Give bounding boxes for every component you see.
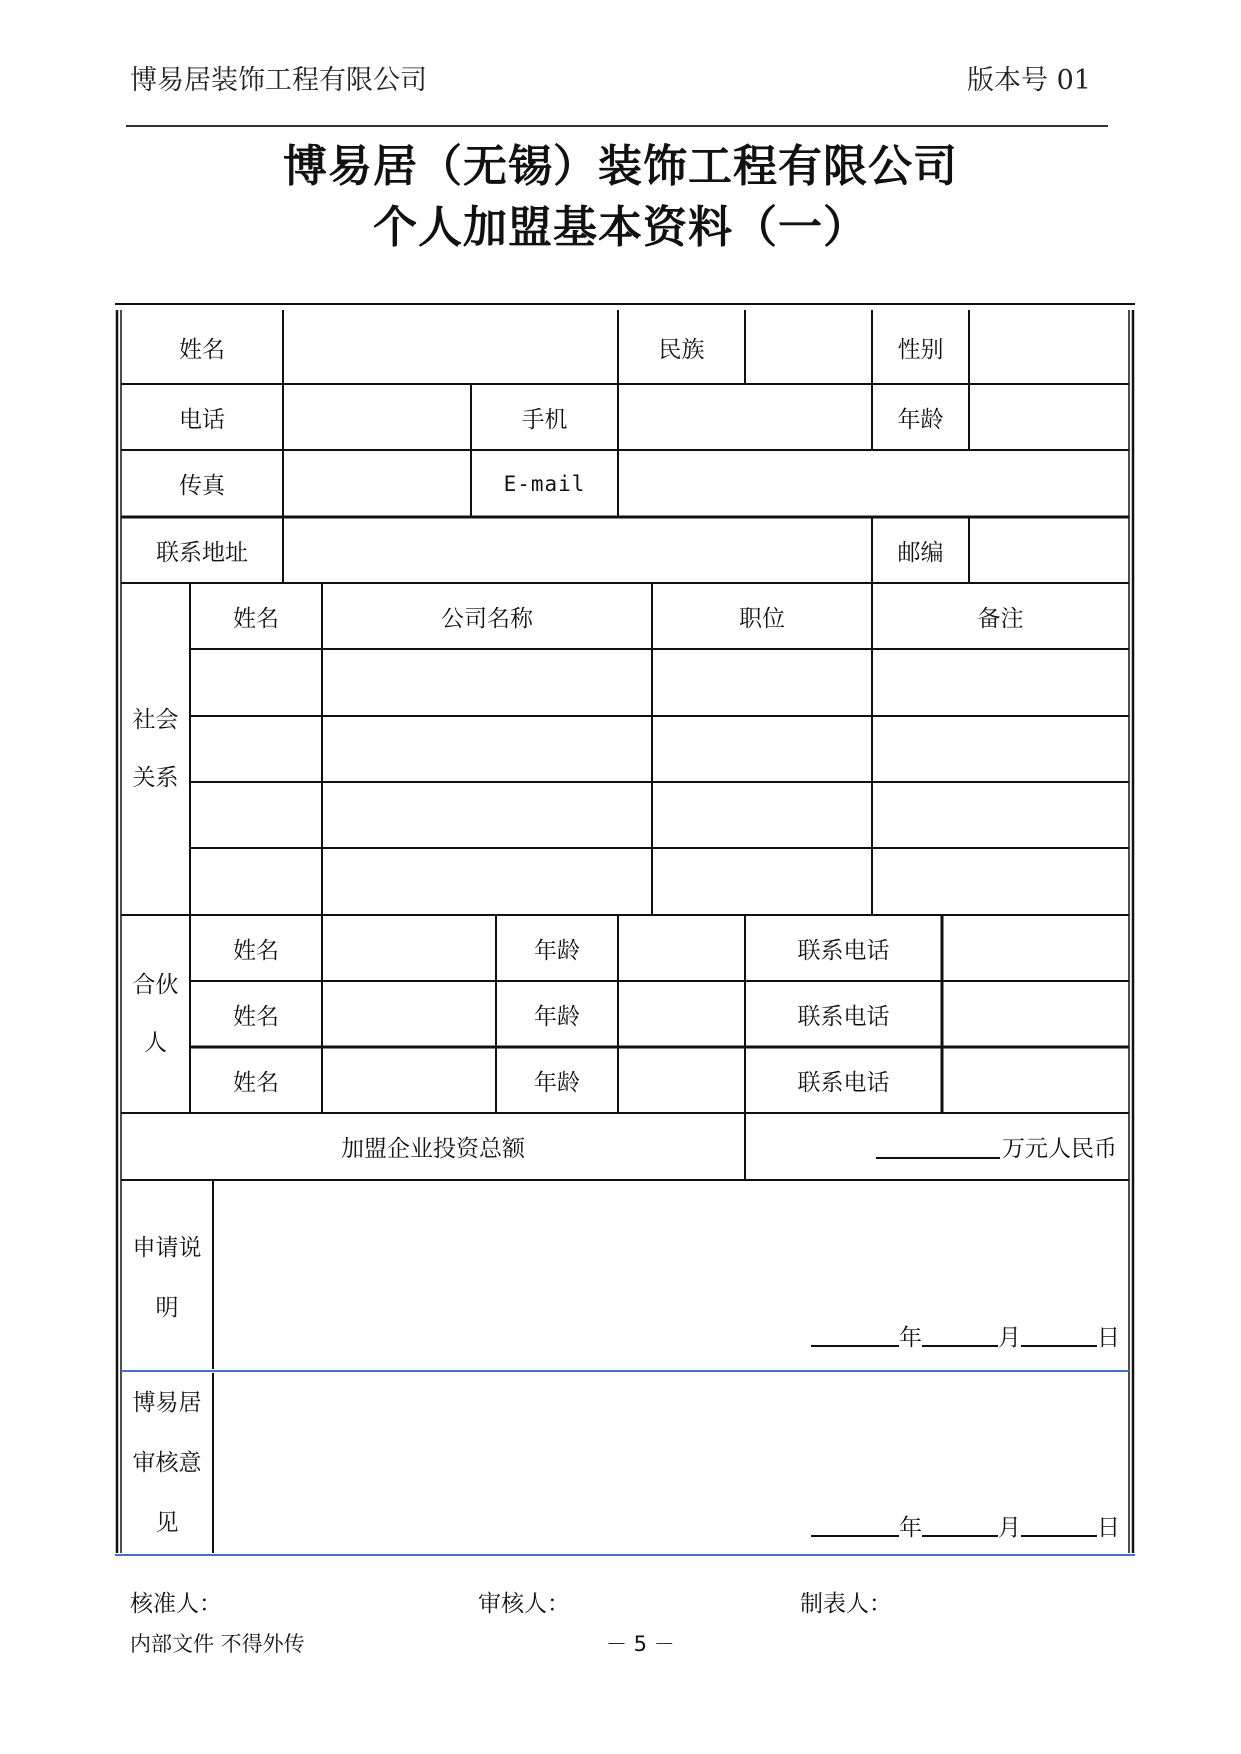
partner-group-line1: 合伙 — [132, 972, 179, 998]
partner-2-age-field[interactable] — [618, 981, 745, 1047]
footer-note: 内部文件 不得外传 — [130, 1632, 305, 1656]
label-gender: 性别 — [897, 336, 944, 363]
partner-1-name-field[interactable] — [322, 915, 496, 981]
field-gender[interactable] — [969, 310, 1129, 384]
review-day-blank[interactable] — [1021, 1513, 1097, 1537]
label-postcode: 邮编 — [897, 539, 944, 566]
field-mobile[interactable] — [618, 384, 872, 450]
review-month-blank[interactable] — [922, 1513, 998, 1537]
label-mobile: 手机 — [521, 406, 568, 433]
investment-amount-blank[interactable] — [876, 1135, 1000, 1159]
social-col-note: 备注 — [977, 605, 1024, 632]
label-fax: 传真 — [179, 473, 225, 499]
social-row-3[interactable] — [190, 782, 1129, 848]
application-month-blank[interactable] — [922, 1323, 998, 1347]
partner-3-name-field[interactable] — [322, 1047, 496, 1113]
social-group-label — [121, 583, 190, 915]
partner-1-age-label: 年龄 — [534, 937, 580, 964]
review-label — [121, 1373, 213, 1553]
partner-2-phone-field[interactable] — [942, 981, 1129, 1047]
label-email: E-mail — [503, 471, 586, 496]
partner-3-age-label: 年龄 — [534, 1069, 580, 1096]
approver-label: 核准人： — [130, 1591, 222, 1617]
social-col-position: 职位 — [739, 605, 785, 632]
social-row-2[interactable] — [190, 716, 1129, 782]
page-subtitle: 个人加盟基本资料（一） — [373, 202, 868, 253]
investment-unit: 万元人民币 — [1002, 1136, 1117, 1162]
partner-3-age-field[interactable] — [618, 1047, 745, 1113]
label-name: 姓名 — [179, 336, 225, 363]
review-year-blank[interactable] — [811, 1513, 899, 1537]
investment-field[interactable] — [745, 1113, 1129, 1180]
partner-3-phone-label: 联系电话 — [797, 1069, 890, 1096]
partner-group-line2: 人 — [144, 1030, 167, 1056]
partner-3-phone-field[interactable] — [942, 1047, 1129, 1113]
application-year-label: 年 — [899, 1324, 922, 1351]
review-date — [800, 1508, 1120, 1542]
header-version: 版本号 01 — [967, 65, 1091, 96]
partner-2-name-field[interactable] — [322, 981, 496, 1047]
field-phone[interactable] — [283, 384, 471, 450]
reviewer-label: 审核人： — [478, 1591, 570, 1617]
application-line1: 申请说 — [132, 1235, 202, 1261]
label-age: 年龄 — [897, 406, 944, 433]
investment-label: 加盟企业投资总额 — [341, 1136, 525, 1162]
label-ethnicity: 民族 — [658, 336, 705, 363]
social-group-line1: 社会 — [132, 707, 179, 733]
field-age[interactable] — [969, 384, 1129, 450]
application-label — [121, 1180, 213, 1369]
field-name[interactable] — [283, 310, 618, 384]
application-day-blank[interactable] — [1021, 1323, 1097, 1347]
partner-2-age-label: 年龄 — [534, 1003, 580, 1030]
partner-2-name-label: 姓名 — [233, 1003, 279, 1030]
social-row-4[interactable] — [190, 848, 1129, 915]
label-phone: 电话 — [179, 406, 225, 433]
page-title: 博易居（无锡）装饰工程有限公司 — [283, 141, 958, 192]
social-col-name: 姓名 — [233, 605, 279, 632]
application-month-label: 月 — [998, 1324, 1021, 1351]
header-company: 博易居装饰工程有限公司 — [130, 65, 427, 96]
partner-1-name-label: 姓名 — [233, 937, 279, 964]
review-month-label: 月 — [998, 1514, 1021, 1541]
application-line2: 明 — [155, 1295, 179, 1321]
application-day-label: 日 — [1097, 1324, 1120, 1351]
partner-1-phone-label: 联系电话 — [797, 937, 890, 964]
label-address: 联系地址 — [156, 539, 248, 566]
page-number: － 5 － — [606, 1632, 675, 1656]
partner-1-phone-field[interactable] — [942, 915, 1129, 981]
partner-3-name-label: 姓名 — [233, 1069, 279, 1096]
review-day-label: 日 — [1097, 1514, 1120, 1541]
social-group-line2: 关系 — [132, 765, 179, 791]
preparer-label: 制表人： — [800, 1591, 892, 1617]
field-postcode[interactable] — [969, 517, 1129, 583]
application-date — [800, 1318, 1120, 1352]
review-year-label: 年 — [899, 1514, 922, 1541]
review-line2: 审核意 — [132, 1450, 202, 1476]
field-fax[interactable] — [283, 450, 471, 517]
partner-group-label — [121, 915, 190, 1113]
application-year-blank[interactable] — [811, 1323, 899, 1347]
social-col-company: 公司名称 — [441, 605, 533, 632]
review-line3: 见 — [155, 1510, 179, 1536]
review-line1: 博易居 — [132, 1390, 202, 1416]
social-row-1[interactable] — [190, 649, 1129, 715]
partner-1-age-field[interactable] — [618, 915, 745, 981]
partner-2-phone-label: 联系电话 — [797, 1003, 890, 1030]
field-email[interactable] — [618, 450, 1129, 517]
field-address[interactable] — [283, 517, 872, 583]
field-ethnicity[interactable] — [745, 310, 872, 384]
